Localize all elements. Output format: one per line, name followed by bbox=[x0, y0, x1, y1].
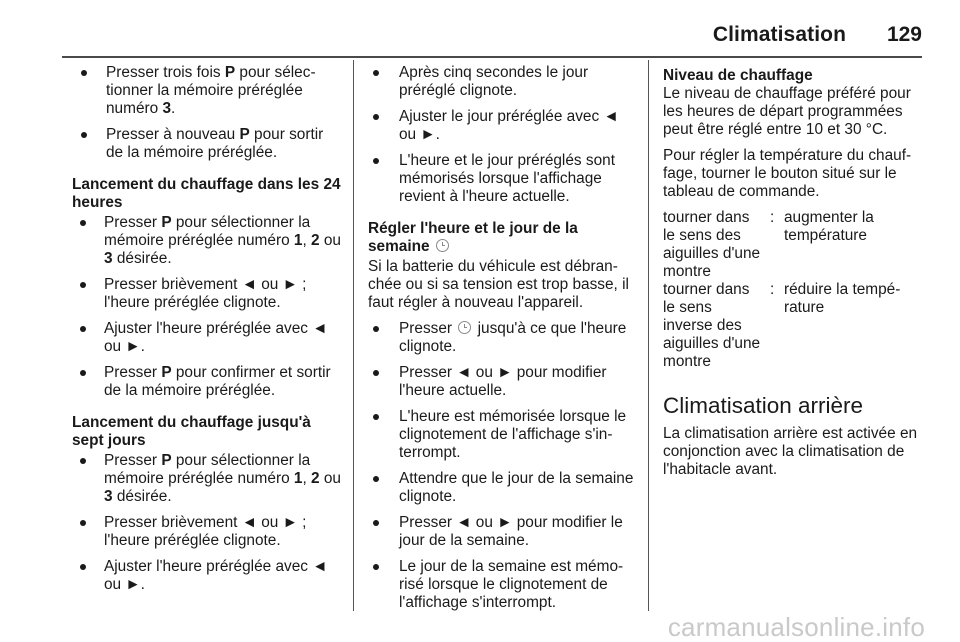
list-item: Presser ◄ ou ► pour modifier le jour de la semaine. bbox=[368, 514, 636, 550]
bullet-icon bbox=[373, 114, 379, 120]
bullet-icon bbox=[373, 326, 379, 332]
paragraph: Le niveau de chauffage préféré pour les heures de départ programmées peut être réglé entre 10 et 30 °C. bbox=[663, 85, 911, 138]
column-3 bbox=[663, 64, 931, 487]
watermark: carmanualsonline.info bbox=[667, 612, 925, 642]
section-heading: Lancement du chauffage dans les 24 heures bbox=[72, 176, 341, 211]
bullet-icon bbox=[373, 158, 379, 164]
list-item: Presser brièvement ◄ ou ► ; l'heure préréglée clignote. bbox=[72, 276, 344, 312]
table-cell: tourner dans le sens inverse des aiguilles d'une montre bbox=[663, 281, 761, 370]
bullet-icon bbox=[81, 132, 87, 138]
list-item: L'heure est mémorisée lorsque le clignotement de l'affichage s'in-terrompt. bbox=[368, 408, 636, 462]
table-cell: : bbox=[770, 209, 775, 226]
rotation-table bbox=[663, 209, 931, 371]
bullet-icon bbox=[373, 520, 379, 526]
bullet-icon bbox=[373, 70, 379, 76]
column-1 bbox=[72, 64, 344, 602]
table-row bbox=[663, 209, 931, 281]
list-item: Presser ◄ ou ► pour modifier l'heure actuelle. bbox=[368, 364, 636, 400]
list-item: Presser trois fois P pour sélec-tionner la mémoire préréglée numéro 3. bbox=[72, 64, 344, 118]
bullet-icon bbox=[80, 370, 86, 376]
list-item: Le jour de la semaine est mémo-risé lorsque le clignotement de l'affichage s'interrompt. bbox=[368, 558, 636, 612]
page-number: 129 bbox=[886, 23, 922, 46]
bullet-icon bbox=[373, 564, 379, 570]
paragraph: La climatisation arrière est activée en conjonction avec la climatisation de l'habitacle avant. bbox=[663, 425, 918, 478]
bullet-icon bbox=[373, 414, 379, 420]
bullet-icon bbox=[81, 70, 87, 76]
column-divider bbox=[648, 60, 649, 611]
section-heading: Régler l'heure et le jour de la semaine bbox=[368, 220, 578, 255]
list-item: Après cinq secondes le jour préréglé clignote. bbox=[368, 64, 636, 100]
list-item: Attendre que le jour de la semaine clignote. bbox=[368, 470, 636, 506]
list-item: Presser P pour confirmer et sortir de la mémoire préréglée. bbox=[72, 364, 344, 400]
table-cell: réduire la tempé-rature bbox=[784, 281, 901, 316]
list-item: Presser brièvement ◄ ou ► ; l'heure préréglée clignote. bbox=[72, 514, 344, 550]
bullet-icon bbox=[373, 370, 379, 376]
bullet-icon bbox=[80, 520, 86, 526]
clock-icon bbox=[458, 321, 471, 334]
column-divider bbox=[353, 60, 354, 611]
table-row bbox=[663, 281, 931, 371]
list-item: Presser à nouveau P pour sortir de la mémoire préréglée. bbox=[72, 126, 344, 162]
column-2 bbox=[368, 64, 636, 620]
bullet-icon bbox=[80, 564, 86, 570]
page-header bbox=[0, 0, 960, 58]
table-cell: : bbox=[770, 281, 775, 298]
clock-icon bbox=[436, 239, 449, 252]
list-item: L'heure et le jour préréglés sont mémorisés lorsque l'affichage revient à l'heure actuelle. bbox=[368, 152, 636, 206]
bullet-icon bbox=[80, 458, 86, 464]
table-cell: augmenter la température bbox=[784, 209, 874, 244]
bullet-icon bbox=[80, 220, 86, 226]
header-rule bbox=[62, 56, 922, 58]
list-item: Ajuster le jour préréglée avec ◄ ou ►. bbox=[368, 108, 636, 144]
list-item: Ajuster l'heure préréglée avec ◄ ou ►. bbox=[72, 558, 344, 594]
list-item: Ajuster l'heure préréglée avec ◄ ou ►. bbox=[72, 320, 344, 356]
bullet-icon bbox=[373, 476, 379, 482]
section-heading: Lancement du chauffage jusqu'à sept jours bbox=[72, 414, 311, 449]
list-item: Presser P pour sélectionner la mémoire préréglée numéro 1, 2 ou 3 désirée. bbox=[72, 214, 344, 268]
page-title: Climatisation bbox=[712, 23, 846, 46]
section-title: Climatisation arrière bbox=[663, 393, 864, 418]
bullet-icon bbox=[80, 282, 86, 288]
table-cell: tourner dans le sens des aiguilles d'une montre bbox=[663, 209, 761, 280]
list-item: Presser jusqu'à ce que l'heure clignote. bbox=[368, 320, 636, 356]
paragraph: Si la batterie du véhicule est débran-chée ou si sa tension est trop basse, il faut régler à nouveau l'appareil. bbox=[368, 258, 629, 311]
list-item: Presser P pour sélectionner la mémoire préréglée numéro 1, 2 ou 3 désirée. bbox=[72, 452, 344, 506]
section-heading: Niveau de chauffage bbox=[663, 67, 813, 84]
paragraph: Pour régler la température du chauf-fage, tourner le bouton situé sur le tableau de commande. bbox=[663, 147, 912, 200]
bullet-icon bbox=[80, 326, 86, 332]
